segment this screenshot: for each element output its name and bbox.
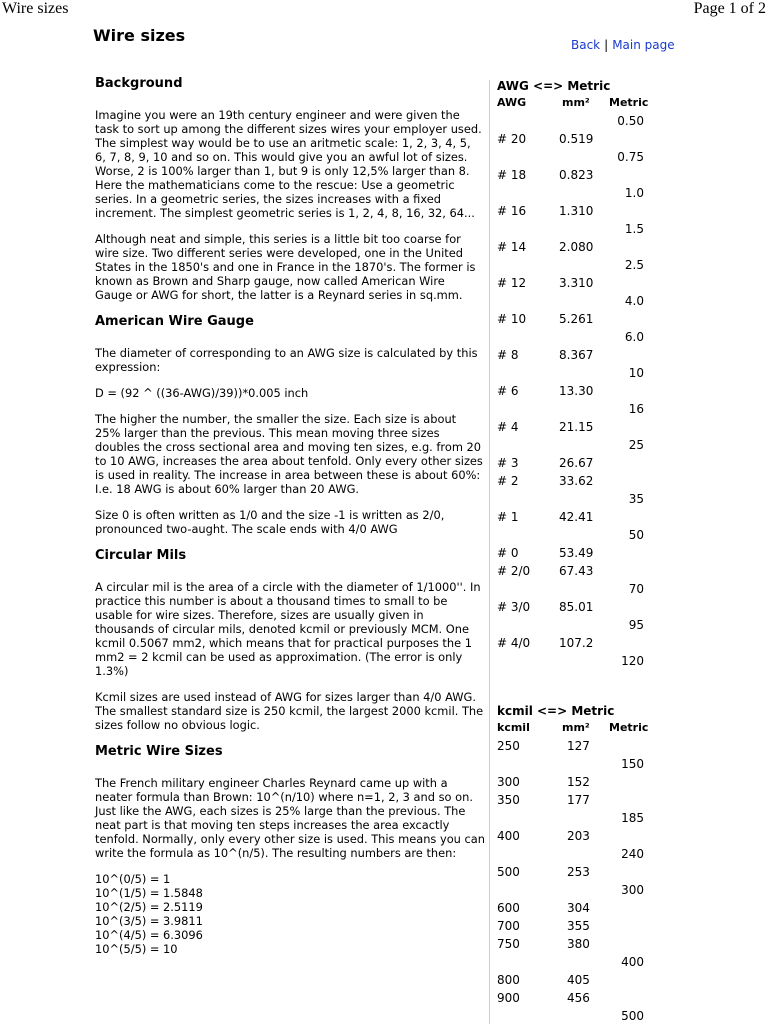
kcmil-size-cell: 250 <box>497 739 520 753</box>
nav-links <box>571 38 675 52</box>
awg-mm2-cell: 42.41 <box>559 510 594 524</box>
kcmil-table-header-metric: Metric <box>609 721 649 734</box>
paragraph: Although neat and simple, this series is a little bit too coarse for wire size. Two different series were developed, one in the United States in the 1850's and one in France in the 1870's. The former is known as Brown and Sharp gauge, now called American Wire Gauge or AWG for short, the latter is a Reynard series in sq.mm. <box>95 232 476 302</box>
page-title: Wire sizes <box>93 26 186 45</box>
awg-table-header-awg: AWG <box>497 96 527 109</box>
awg-metric-cell: 1.5 <box>624 222 644 236</box>
kcmil-metric-cell: 500 <box>621 1009 644 1023</box>
kcmil-size-cell: 350 <box>497 793 520 807</box>
kcmil-mm2-cell: 304 <box>567 901 590 915</box>
awg-metric-cell: 50 <box>628 528 644 542</box>
kcmil-mm2-cell: 380 <box>567 937 590 951</box>
kcmil-mm2-cell: 456 <box>567 991 590 1005</box>
awg-size-cell: # 3/0 <box>497 600 531 614</box>
kcmil-size-cell: 300 <box>497 775 520 789</box>
main-page-link[interactable]: Main page <box>612 38 675 52</box>
paragraph: The higher the number, the smaller the size. Each size is about 25% larger than the previous. This mean moving three sizes doubles the cross sectional area and moving ten sizes, e.g. from 20 to 10 AWG, increases the area about tenfold. Only every other sizes is used in reality. The increase in area between these is about 60%: I.e. 18 AWG is about 60% larger than 20 AWG. <box>95 412 483 496</box>
awg-metric-cell: 6.0 <box>624 330 644 344</box>
awg-mm2-cell: 3.310 <box>559 276 594 290</box>
kcmil-mm2-cell: 405 <box>567 973 590 987</box>
awg-metric-cell: 25 <box>628 438 644 452</box>
awg-mm2-cell: 1.310 <box>559 204 594 218</box>
kcmil-mm2-cell: 355 <box>567 919 590 933</box>
section-heading-awg: American Wire Gauge <box>95 314 254 329</box>
kcmil-metric-cell: 400 <box>621 955 644 969</box>
awg-metric-cell: 95 <box>628 618 644 632</box>
kcmil-table-header-kcmil: kcmil <box>497 721 530 734</box>
awg-mm2-cell: 13.30 <box>559 384 594 398</box>
awg-size-cell: # 2 <box>497 474 519 488</box>
kcmil-metric-cell: 300 <box>621 883 644 897</box>
awg-size-cell: # 4 <box>497 420 519 434</box>
awg-table-header-mm2: mm² <box>562 96 590 109</box>
nav-separator: | <box>604 38 609 52</box>
awg-mm2-cell: 0.519 <box>559 132 594 146</box>
back-link[interactable]: Back <box>571 38 601 52</box>
paragraph: The French military engineer Charles Reynard came up with a neater formula than Brown: 10^(n/10) where n=1, 2, 3 and so on. Just like the AWG, each sizes is 25% large than the previous. The neat part is that moving ten steps increases the area excactly tenfold. Normally, only every other size is used. This means you can write the formula as 10^(n/5). The resulting numbers are then: <box>95 776 485 860</box>
paragraph: Imagine you were an 19th century engineer and were given the task to sort up among the different sizes wires your employer used. The simplest way would be to use an aritmetic scale: 1, 2, 3, 4, 5, 6, 7, 8, 9, 10 and so on. This would give you an awful lot of sizes. Worse, 2 is 100% larger than 1, but 9 is only 12,5% larger than 8. Here the mathematicians come to the rescue: Use a geometric series. In a geometric series, the sizes increases with a fixed increment. The simplest geometric series is 1, 2, 4, 8, 16, 32, 64... <box>95 108 482 220</box>
awg-metric-cell: 10 <box>628 366 644 380</box>
kcmil-size-cell: 600 <box>497 901 520 915</box>
awg-metric-cell: 70 <box>628 582 644 596</box>
kcmil-mm2-cell: 203 <box>567 829 590 843</box>
awg-mm2-cell: 0.823 <box>559 168 594 182</box>
formula-line: 10^(2/5) = 2.5119 <box>95 900 203 914</box>
awg-mm2-cell: 107.2 <box>559 636 594 650</box>
kcmil-size-cell: 700 <box>497 919 520 933</box>
awg-metric-cell: 120 <box>621 654 644 668</box>
kcmil-size-cell: 750 <box>497 937 520 951</box>
awg-size-cell: # 3 <box>497 456 519 470</box>
kcmil-mm2-cell: 253 <box>567 865 590 879</box>
kcmil-size-cell: 400 <box>497 829 520 843</box>
paragraph: A circular mil is the area of a circle with the diameter of 1/1000''. In practice this number is about a thousand times to small to be usable for wire sizes. Therefore, sizes are usually given in thousands of circular mils, denoted kcmil or previously MCM. One kcmil 0.5067 mm2, which means that for practical purposes the 1 mm2 = 2 kcmil can be used as approximation. (The error is only 1.3%) <box>95 580 481 678</box>
kcmil-size-cell: 500 <box>497 865 520 879</box>
awg-size-cell: # 10 <box>497 312 527 326</box>
awg-mm2-cell: 85.01 <box>559 600 594 614</box>
awg-metric-cell: 16 <box>628 402 644 416</box>
formula-line: 10^(3/5) = 3.9811 <box>95 914 203 928</box>
kcmil-metric-cell: 240 <box>621 847 644 861</box>
awg-metric-cell: 0.50 <box>617 114 644 128</box>
awg-size-cell: # 16 <box>497 204 527 218</box>
awg-size-cell: # 2/0 <box>497 564 531 578</box>
awg-size-cell: # 4/0 <box>497 636 531 650</box>
awg-size-cell: # 14 <box>497 240 527 254</box>
kcmil-table-header-mm2: mm² <box>562 721 590 734</box>
awg-mm2-cell: 33.62 <box>559 474 594 488</box>
awg-mm2-cell: 5.261 <box>559 312 594 326</box>
kcmil-size-cell: 800 <box>497 973 520 987</box>
formula-line: 10^(1/5) = 1.5848 <box>95 886 203 900</box>
awg-size-cell: # 1 <box>497 510 519 524</box>
awg-size-cell: # 8 <box>497 348 519 362</box>
paragraph: The diameter of corresponding to an AWG size is calculated by this expression: <box>95 346 478 374</box>
awg-metric-cell: 0.75 <box>617 150 644 164</box>
column-divider <box>489 80 490 1024</box>
awg-size-cell: # 6 <box>497 384 519 398</box>
kcmil-size-cell: 900 <box>497 991 520 1005</box>
section-heading-metric: Metric Wire Sizes <box>95 744 223 759</box>
section-heading-background: Background <box>95 76 183 91</box>
awg-mm2-cell: 8.367 <box>559 348 594 362</box>
kcmil-mm2-cell: 152 <box>567 775 590 789</box>
awg-metric-cell: 4.0 <box>624 294 644 308</box>
kcmil-mm2-cell: 177 <box>567 793 590 807</box>
awg-mm2-cell: 67.43 <box>559 564 594 578</box>
article-body <box>95 76 485 956</box>
formula-line: 10^(0/5) = 1 <box>95 872 171 886</box>
formula-line: 10^(4/5) = 6.3096 <box>95 928 203 942</box>
awg-mm2-cell: 53.49 <box>559 546 594 560</box>
awg-mm2-cell: 2.080 <box>559 240 594 254</box>
paragraph: Kcmil sizes are used instead of AWG for sizes larger than 4/0 AWG. The smallest standard size is 250 kcmil, the largest 2000 kcmil. The sizes follow no obvious logic. <box>95 690 484 732</box>
print-header-title: Wire sizes <box>2 0 69 17</box>
kcmil-metric-cell: 185 <box>621 811 644 825</box>
awg-table-header-metric: Metric <box>609 96 649 109</box>
formula-line: 10^(5/5) = 10 <box>95 942 178 956</box>
paragraph: Size 0 is often written as 1/0 and the size -1 is written as 2/0, pronounced two-aught. The scale ends with 4/0 AWG <box>95 508 445 536</box>
awg-size-cell: # 18 <box>497 168 527 182</box>
awg-size-cell: # 0 <box>497 546 519 560</box>
awg-size-cell: # 12 <box>497 276 527 290</box>
awg-table-title: AWG <=> Metric <box>497 79 611 93</box>
kcmil-table-title: kcmil <=> Metric <box>497 704 615 718</box>
awg-metric-cell: 2.5 <box>624 258 644 272</box>
print-header-page: Page 1 of 2 <box>693 0 766 17</box>
awg-metric-cell: 1.0 <box>624 186 644 200</box>
awg-mm2-cell: 26.67 <box>559 456 594 470</box>
formula-list <box>95 872 485 956</box>
awg-size-cell: # 20 <box>497 132 527 146</box>
awg-mm2-cell: 21.15 <box>559 420 594 434</box>
awg-metric-cell: 35 <box>628 492 644 506</box>
section-heading-circular-mils: Circular Mils <box>95 548 187 563</box>
kcmil-mm2-cell: 127 <box>567 739 590 753</box>
formula: D = (92 ^ ((36-AWG)/39))*0.005 inch <box>95 386 309 400</box>
kcmil-metric-cell: 150 <box>621 757 644 771</box>
